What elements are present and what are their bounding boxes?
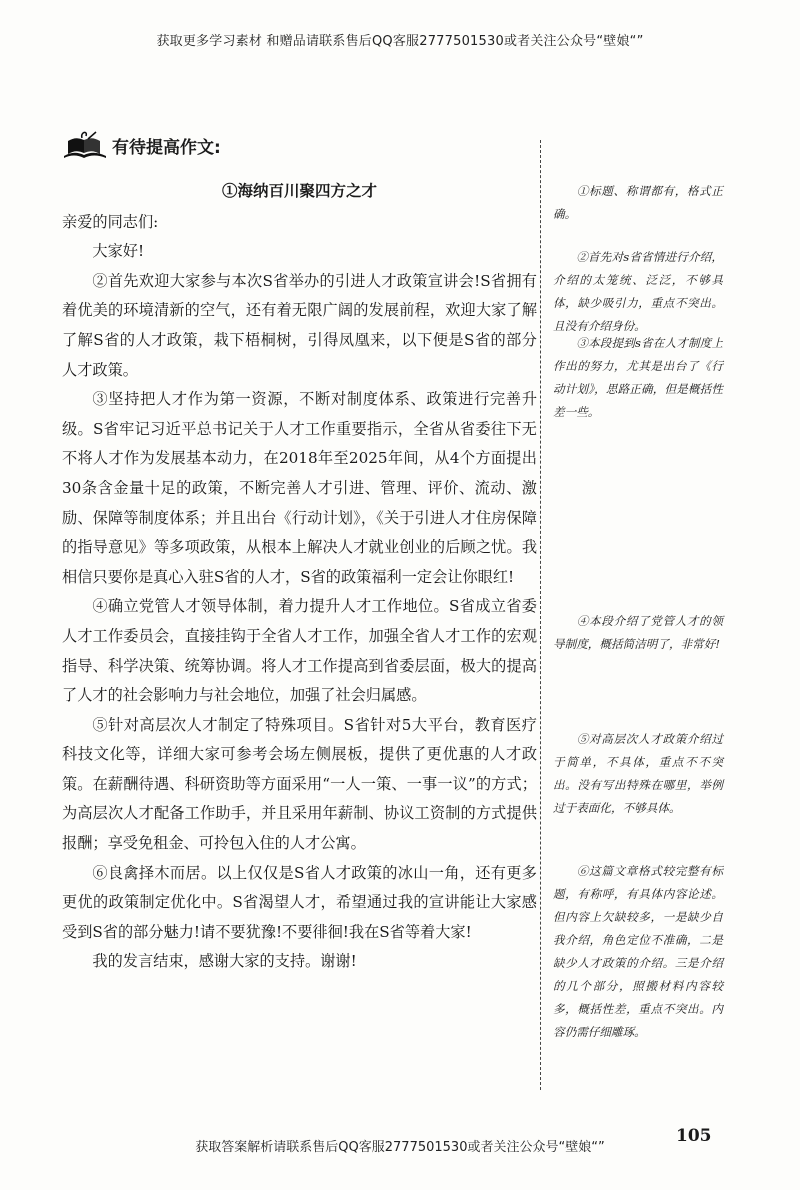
comment (553, 246, 723, 338)
section-title: 有待提高作文: (112, 137, 221, 158)
essay (62, 176, 537, 977)
comment-text: ⑥这篇文章格式较完整有标题，有称呼，有具体内容论述。但内容上欠缺较多，一是缺少自我介绍，角色定位不准确，二是缺少人才政策的介绍。三是介绍的几个部分，照搬材料内容较多，概括性差，重点不突出。内容仍需仔细雕琢。 (553, 864, 723, 1039)
closing-line: 我的发言结束，感谢大家的支持。谢谢! (92, 952, 357, 971)
comment-text: ③本段提到s省在人才制度上作出的努力，尤其是出台了《行动计划》，思路正确，但是概括性差一些。 (553, 336, 723, 419)
comment-text: ④本段介绍了党管人才的领导制度，概括简洁明了，非常好! (553, 614, 723, 651)
section-heading (62, 130, 221, 160)
essay-paragraph: ⑤针对高层次人才制定了特殊项目。S省针对5大平台，教育医疗科技文化等，详细大家可参考会场左侧展板，提供了更优惠的人才政策。在薪酬待遇、科研资助等方面采用“一人一策、一事一议”的方式；为高层次人才配备工作助手，并且采用年薪制、协议工资制的方式提供报酬；享受免租金、可拎包入住的人才公寓。 (62, 715, 537, 853)
essay-paragraph: ②首先欢迎大家参与本次S省举办的引进人才政策宣讲会!S省拥有着优美的环境清新的空气，还有着无限广阔的发展前程，欢迎大家了解了解S省的人才政策，栽下梧桐树，引得凤凰来，以下便是S省的部分人才政策。 (62, 271, 537, 379)
top-banner: 获取更多学习素材 和赠品请联系售后QQ客服2777501530或者关注公众号“壁娘“” (156, 34, 644, 49)
comment-text: ⑤对高层次人才政策介绍过于简单，不具体，重点不不突出。没有写出特殊在哪里，举例过于表面化，不够具体。 (553, 732, 723, 815)
footer-banner: 获取答案解析请联系售后QQ客服2777501530或者关注公众号“壁娘“” (195, 1140, 605, 1155)
comment (553, 180, 723, 226)
comment-text: ②首先对s省省情进行介绍，介绍的太笼统、泛泛，不够具体，缺少吸引力，重点不突出。且没有介绍身份。 (553, 250, 723, 333)
page-number: 105 (676, 1126, 712, 1146)
comment-text: ①标题、称谓都有，格式正确。 (553, 184, 723, 221)
comment (553, 860, 723, 1044)
comment (553, 610, 723, 656)
greeting: 大家好! (92, 242, 145, 261)
comment (553, 332, 723, 424)
comment (553, 728, 723, 820)
essay-paragraph: ⑥良禽择木而居。以上仅仅是S省人才政策的冰山一角，还有更多更优的政策制定优化中。S省渴望人才，希望通过我的宣讲能让大家感受到S省的部分魅力!请不要犹豫!不要徘徊!我在S省等着大家! (62, 863, 537, 941)
essay-title: ①海纳百川聚四方之才 (221, 181, 377, 200)
reading-book-icon (62, 130, 108, 160)
essay-paragraph: ④确立党管人才领导体制，着力提升人才工作地位。S省成立省委人才工作委员会，直接挂钩于全省人才工作，加强全省人才工作的宏观指导、科学决策、统筹协调。将人才工作提高到省委层面，极大的提高了人才的社会影响力与社会地位，加强了社会归属感。 (62, 597, 537, 705)
essay-paragraph: ③坚持把人才作为第一资源，不断对制度体系、政策进行完善升级。S省牢记习近平总书记关于人才工作重要指示，全省从省委往下无不将人才作为发展基本动力，在2018年至2025年间，从4个方面提出30条含金量十足的政策，不断完善人才引进、管理、评价、流动、激励、保障等制度体系；并且出台《行动计划》，《关于引进人才住房保障的指导意见》等多项政策，从根本上解决人才就业创业的后顾之忧。我相信只要你是真心入驻S省的人才，S省的政策福利一定会让你眼红! (62, 390, 537, 586)
salutation: 亲爱的同志们: (62, 212, 159, 231)
column-divider (540, 140, 541, 1090)
